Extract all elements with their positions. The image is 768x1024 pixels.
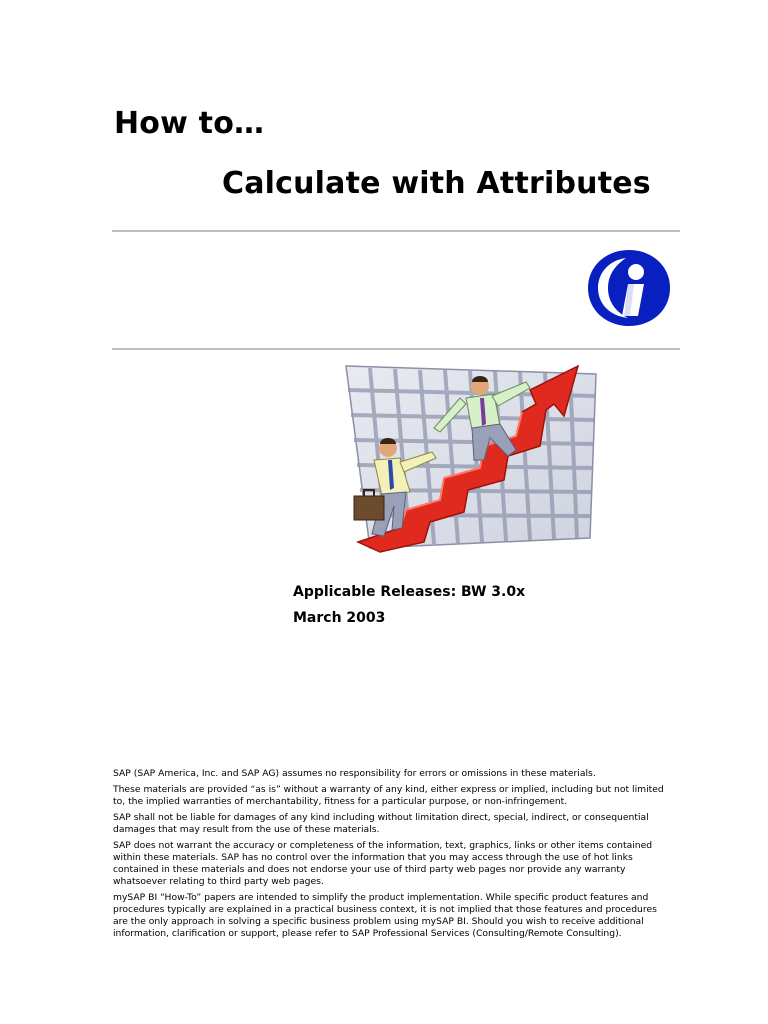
disclaimer-paragraph: These materials are provided “as is” without a warranty of any kind, either express or implied, including but not limited to, the implied warranties of merchantability, fitness for a particular purpose, or non-infringement.	[113, 784, 664, 807]
title-how-to: How to…	[114, 106, 265, 141]
divider-bottom	[112, 348, 680, 350]
disclaimer-paragraph: mySAP BI “How-To” papers are intended to simplify the product implementation. While specific product features and procedures typically are explained in a practical business context, it is not implied that those features and procedures are the only approach in solving a specific business problem using mySAP BI. Should you wish to receive additional information, clarification or support, please refer to SAP Professional Services (Consulting/Remote Consulting).	[113, 892, 657, 939]
applicable-releases: Applicable Releases: BW 3.0x	[293, 584, 526, 600]
info-i-logo-icon	[584, 246, 674, 330]
divider-top	[112, 230, 680, 232]
disclaimer-paragraph: SAP shall not be liable for damages of any kind including without limitation direct, special, indirect, or consequential damages that may result from the use of these materials.	[113, 812, 649, 835]
title-main: Calculate with Attributes	[222, 166, 651, 201]
disclaimer-paragraph: SAP (SAP America, Inc. and SAP AG) assumes no responsibility for errors or omissions in these materials.	[113, 768, 596, 779]
disclaimer-paragraph: SAP does not warrant the accuracy or completeness of the information, text, graphics, links or other items contained within these materials. SAP has no control over the information that you may access through the use of hot links contained in these materials and does not endorse your use of third party web pages nor provide any warranty whatsoever relating to third party web pages.	[113, 840, 653, 887]
disclaimer-section	[113, 768, 669, 944]
businessmen-climbing-arrow-icon	[340, 360, 602, 556]
release-date: March 2003	[293, 610, 386, 626]
